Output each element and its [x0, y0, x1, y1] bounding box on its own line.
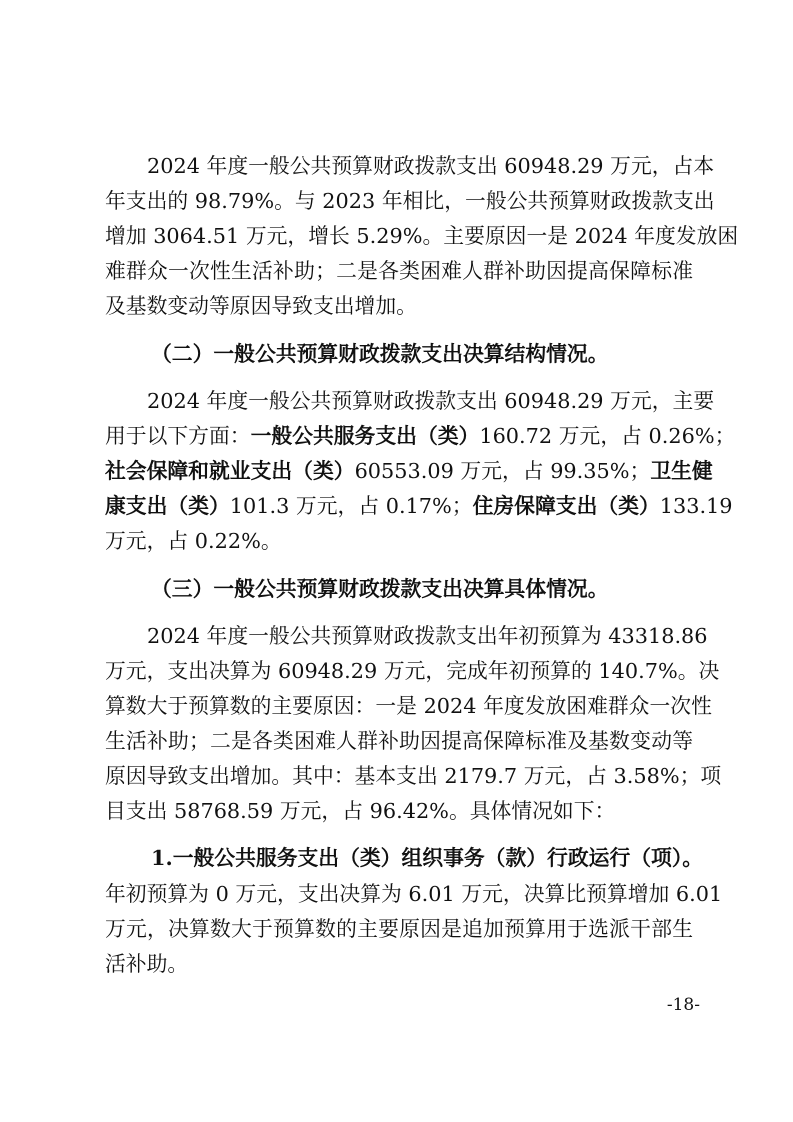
- item-heading: 1.一般公共服务支出（类）组织事务（款）行政运行（项）。: [151, 845, 704, 870]
- paragraph-line: 算数大于预算数的主要原因：一是 2024 年度发放困难群众一次性: [105, 694, 712, 718]
- section-heading: （二）一般公共预算财政拨款支出决算结构情况。: [151, 341, 609, 366]
- text-span: 101.3 万元，占 0.17%；: [229, 494, 473, 518]
- paragraph-line: 2024 年度一般公共预算财政拨款支出年初预算为 43318.86: [147, 624, 708, 648]
- paragraph-line: 活补助。: [105, 952, 189, 976]
- paragraph-line: 万元，决算数大于预算数的主要原因是追加预算用于选派干部生: [105, 917, 693, 941]
- bold-term: 一般公共服务支出（类）: [250, 423, 480, 448]
- paragraph-line: 2024 年度一般公共预算财政拨款支出 60948.29 万元，主要: [147, 389, 715, 413]
- paragraph-line: 万元，支出决算为 60948.29 万元，完成年初预算的 140.7%。决: [105, 659, 720, 683]
- paragraph-line: 及基数变动等原因导致支出增加。: [105, 294, 417, 318]
- paragraph-line: 生活补助；二是各类困难人群补助因提高保障标准及基数变动等: [105, 729, 693, 753]
- text-span: 60553.09 万元，占 99.35%；: [354, 459, 651, 483]
- paragraph-line: [105, 493, 733, 518]
- paragraph-line: 年支出的 98.79%。与 2023 年相比，一般公共预算财政拨款支出: [105, 189, 715, 213]
- bold-term: 住房保障支出（类）: [472, 493, 660, 518]
- paragraph-line: 难群众一次性生活补助；二是各类困难人群补助因提高保障标准: [105, 259, 693, 283]
- bold-term: 社会保障和就业支出（类）: [105, 458, 355, 483]
- paragraph-line: 增加 3064.51 万元，增长 5.29%。主要原因一是 2024 年度发放困: [105, 224, 739, 248]
- page-number: -18-: [666, 995, 700, 1015]
- bold-term: 康支出（类）: [105, 493, 230, 518]
- text-span: 160.72 万元，占 0.26%；: [479, 424, 736, 448]
- paragraph-line: [105, 423, 736, 448]
- text-span: 用于以下方面：: [105, 424, 251, 448]
- paragraph-line: [105, 458, 713, 483]
- paragraph-line: 目支出 58768.59 万元，占 96.42%。具体情况如下：: [105, 799, 616, 823]
- text-span: 133.19: [659, 494, 733, 518]
- paragraph-line: 原因导致支出增加。其中：基本支出 2179.7 万元，占 3.58%；项: [105, 764, 722, 788]
- section-heading: （三）一般公共预算财政拨款支出决算具体情况。: [151, 576, 609, 601]
- bold-term: 卫生健: [650, 458, 713, 483]
- paragraph-line: 万元，占 0.22%。: [105, 529, 282, 553]
- paragraph-line: 2024 年度一般公共预算财政拨款支出 60948.29 万元，占本: [147, 154, 715, 178]
- paragraph-line: 年初预算为 0 万元，支出决算为 6.01 万元，决算比预算增加 6.01: [105, 882, 723, 906]
